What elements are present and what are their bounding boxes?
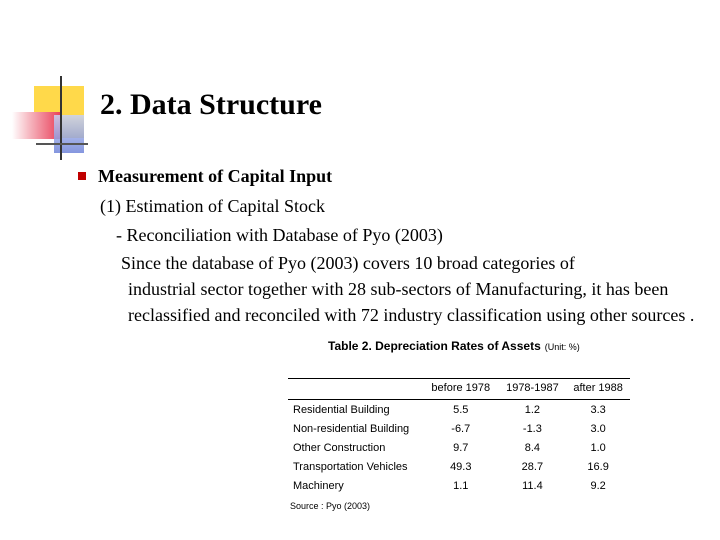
table-title-text: Table 2. Depreciation Rates of Assets — [328, 339, 541, 353]
decor-vertical-line — [60, 76, 62, 160]
table-cell: 49.3 — [450, 460, 472, 473]
table-cell: 3.3 — [590, 403, 606, 416]
paragraph-rest: industrial sector together with 28 sub-sectors of Manufacturing, it has been reclassified and reconciled with 72 industry classification using other sources . — [128, 279, 695, 325]
table-cell: 11.4 — [522, 479, 543, 492]
table-cell-category: Other Construction — [293, 441, 386, 454]
table-title — [328, 339, 580, 353]
decor-blue-square — [54, 115, 84, 153]
table-cell: 1.1 — [453, 479, 469, 492]
table-row — [288, 400, 630, 420]
paragraph-first-line: Since the database of Pyo (2003) covers 10 broad categories of — [121, 253, 575, 273]
table-cell-category: Non-residential Building — [293, 422, 410, 435]
table-cell: -1.3 — [522, 422, 542, 435]
slide-title: 2. Data Structure — [100, 88, 322, 121]
table-cell-category: Transportation Vehicles — [293, 460, 408, 473]
depreciation-table — [288, 380, 630, 495]
table-cell: 1.0 — [590, 441, 606, 454]
table-row — [288, 438, 630, 457]
table-top-rule — [288, 378, 630, 379]
table-cell: 3.0 — [590, 422, 606, 435]
subheading-reconciliation: - Reconciliation with Database of Pyo (2003) — [116, 225, 443, 245]
table-header-cell — [288, 380, 423, 400]
table-cell-category: Machinery — [293, 479, 344, 492]
table-unit: (Unit: %) — [544, 342, 580, 352]
table-cell: -6.7 — [451, 422, 471, 435]
table-cell: 1.2 — [524, 403, 541, 416]
table-cell: 5.5 — [453, 403, 469, 416]
table-header-cell: before 1978 — [423, 380, 499, 400]
table-header-cell: 1978-1987 — [499, 380, 567, 400]
table-row — [288, 457, 630, 476]
bullet-text: Measurement of Capital Input — [98, 166, 333, 186]
table-cell: 16.9 — [587, 460, 609, 473]
bullet-square-icon — [78, 172, 86, 180]
table-cell: 28.7 — [521, 460, 544, 473]
table-source-note: Source : Pyo (2003) — [290, 501, 371, 511]
table-cell: 9.2 — [590, 479, 606, 492]
subheading-capital-stock: (1) Estimation of Capital Stock — [100, 196, 325, 216]
bullet-heading — [78, 163, 332, 189]
table-cell-category: Residential Building — [293, 403, 390, 416]
decor-horizontal-line — [36, 143, 88, 145]
table-cell: 8.4 — [524, 441, 541, 454]
table-header-cell: after 1988 — [566, 380, 630, 400]
table-header-row — [288, 380, 630, 400]
table-row — [288, 419, 630, 438]
table-cell: 9.7 — [453, 441, 469, 454]
description-paragraph — [121, 250, 696, 328]
table-row — [288, 476, 630, 495]
